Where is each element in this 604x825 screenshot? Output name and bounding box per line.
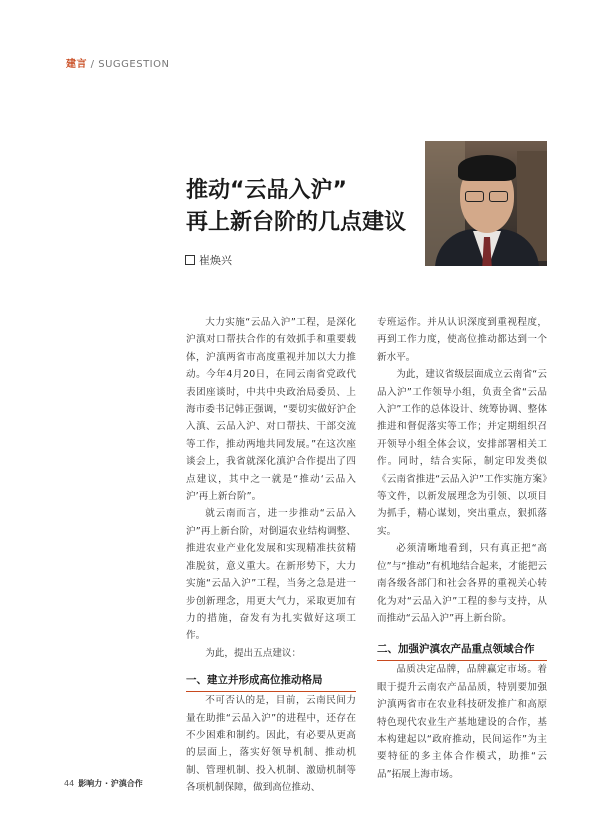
author-portrait [425, 141, 547, 266]
paragraph: 大力实施“云品入沪”工程，是深化沪滇对口帮扶合作的有效抓手和重要载体，沪滇两省市高度重视并加以大力推动。今年4月20日，在同云南省党政代表团座谈时，中共中央政治局委员、上海市委书记韩正强调，“要切实做好沪企入滇、云品入沪、对口帮扶、干部交流等工作，推动两地共同发展。”在这次座谈会上，我省就深化滇沪合作提出了四点建议，其中之一就是“推动‘云品入沪’再上新台阶”。 [186, 317, 356, 503]
left-column [186, 314, 356, 797]
paragraph: 不可否认的是，目前，云南民间力量在助推“云品入沪”的进程中，还存在不少困难和制约。因此，有必要从更高的层面上，落实好领导机制、推动机制、管理机制、投入机制、激励机制等各项机制保障，做到高位推动、 [186, 695, 356, 794]
paragraph: 专班运作。并从认识深度到重视程度，再到工作力度，使高位推动都达到一个新水平。 [377, 317, 547, 363]
section-heading: 二、加强沪滇农产品重点领域合作 [377, 641, 547, 661]
section-heading: 一、建立并形成高位推动格局 [186, 672, 356, 692]
article-title-line2: 再上新台阶的几点建议 [186, 210, 407, 235]
author-name: 崔焕兴 [199, 254, 232, 267]
paragraph: 为此，提出五点建议： [205, 647, 302, 659]
page-footer [64, 778, 143, 789]
right-column [377, 314, 547, 783]
paragraph: 为此，建议省级层面成立云南省“云品入沪”工作领导小组，负责全省“云品入沪”工作的总体设计、统筹协调、整体推进和督促落实等工作；并定期组织召开领导小组全体会议，安排部署相关工作。同时，结合实际，制定印发类似《云南省推进“云品入沪”工作实施方案》等文件，以新发展理念为引领、以项目为抓手，精心谋划，突出重点，狠抓落实。 [377, 369, 547, 537]
article-title [186, 175, 406, 239]
page-number: 44 [64, 779, 75, 788]
section-tag [66, 55, 169, 70]
section-tag-cn: 建言 [66, 59, 87, 70]
publication-name: 影响力 · 沪滇合作 [78, 779, 143, 788]
author-byline [185, 252, 232, 268]
article-title-line1: 推动“云品入沪” [186, 178, 347, 203]
paragraph: 必须清晰地看到，只有真正把“高位”与“推动”有机地结合起来，才能把云南各级各部门和社会各界的重视关心转化为对“云品入沪”工程的参与支持，从而推动“云品入沪”再上新台阶。 [377, 543, 547, 624]
paragraph: 就云南而言，进一步推动“云品入沪”再上新台阶，对倒逼农业结构调整、推进农业产业化发展和实现精准扶贫精准脱贫，意义重大。在新形势下，大力实施“云品入沪”工程，当务之急是进一步创新理念，用更大气力，采取更加有力的措施，奋发有为扎实做好这项工作。 [186, 508, 356, 642]
byline-box-icon [185, 255, 195, 265]
section-tag-separator: / [87, 59, 99, 70]
section-tag-en: SUGGESTION [98, 59, 170, 70]
paragraph: 品质决定品牌，品牌赢定市场。着眼于提升云南农产品品质，特别要加强沪滇两省市在农业科技研发推广和高原特色现代农业生产基地建设的合作，基本构建起以“政府推动，民间运作”为主要特征的多主体合作模式，助推“云品”拓展上海市场。 [377, 664, 547, 780]
